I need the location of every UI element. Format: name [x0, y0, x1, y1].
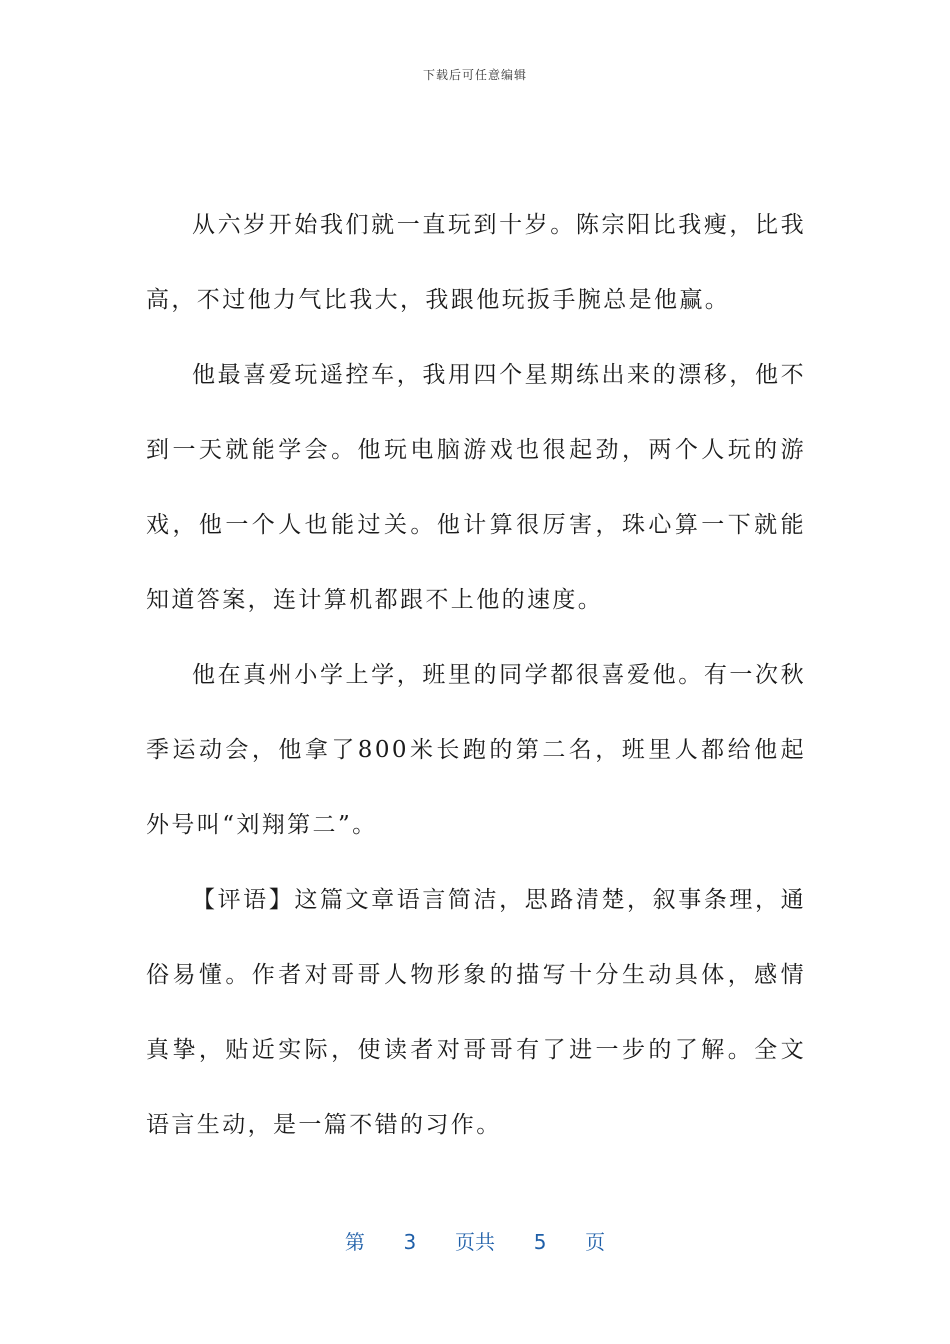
footer-middle: 页共	[455, 1230, 495, 1254]
header-note: 下载后可任意编辑	[422, 68, 527, 82]
paragraph-1: 从六岁开始我们就一直玩到十岁。陈宗阳比我瘦，比我高，不过他力气比我大，我跟他玩扳手腕总是他赢。	[146, 212, 806, 313]
paragraph-2: 他最喜爱玩遥控车，我用四个星期练出来的漂移，他不到一天就能学会。他玩电脑游戏也很起劲，两个人玩的游戏，他一个人也能过关。他计算很厉害，珠心算一下就能知道答案，连计算机都跟不上他的速度。	[146, 362, 806, 613]
footer-prefix: 第	[344, 1230, 365, 1254]
paragraph-comment: 【评语】这篇文章语言简洁，思路清楚，叙事条理，通俗易懂。作者对哥哥人物形象的描写十分生动具体，感情真挚，贴近实际，使读者对哥哥有了进一步的了解。全文语言生动，是一篇不错的习作。	[146, 887, 806, 1138]
page-footer	[0, 1226, 950, 1255]
footer-suffix: 页	[585, 1230, 606, 1254]
document-body	[146, 188, 806, 1163]
footer-current-page: 3	[403, 1230, 417, 1254]
footer-total-pages: 5	[533, 1230, 547, 1254]
paragraph-3: 他在真州小学上学，班里的同学都很喜爱他。有一次秋季运动会，他拿了800米长跑的第二名，班里人都给他起外号叫“刘翔第二”。	[146, 662, 806, 838]
